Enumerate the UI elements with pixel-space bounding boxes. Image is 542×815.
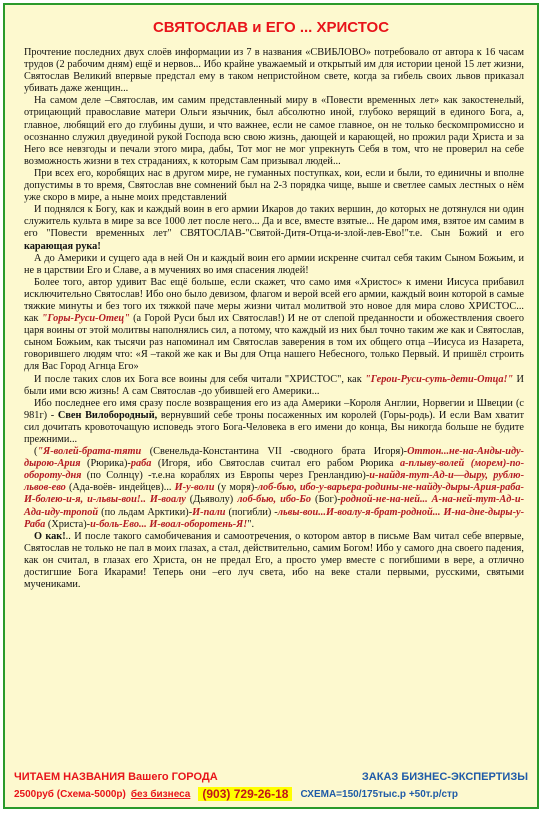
ad-footer xyxy=(14,771,528,801)
paragraph-9 xyxy=(24,446,524,531)
page-title: СВЯТОСЛАВ и ЕГО ... ХРИСТОС xyxy=(152,19,390,36)
paragraph-7 xyxy=(24,374,524,398)
paragraph-8 xyxy=(24,398,524,446)
p9-seg: ( xyxy=(34,446,38,458)
p9-seg: (у моря)- xyxy=(214,482,258,494)
article-body xyxy=(24,47,524,591)
paragraph-10-text: .. И после такого самобичевания и самоотречения, о котором автор в письме Вам читал себе впервые, Святослав не только не пал в моих глазах, а стал, действительно, самим Богом! Ибо у самого дна своего падения, как он считал, в глазах его Христа, он не предал Его, а просто умер вместе с погибшими в вере, а отлично достигшие Бога Икарами! Теперь они –его луч света, ибо на веке стали первыми, русскими, святыми мучениками. xyxy=(24,530,524,591)
p9-red: И-пали xyxy=(192,506,226,518)
paragraph-4 xyxy=(24,204,524,252)
paragraph-5: А до Америки и сущего ада в ней Он и каждый воин его армии искренне считал себя таким Сыном Божьим, и не в царствии Его и Славе, а в мучениях во имя спасения людей! xyxy=(24,252,524,276)
paragraph-7-text-2: И были ими всю жизнь! А сам Святослав -до убившей его Америки... xyxy=(24,373,524,397)
footer-price: 2500руб (Схема-5000р) xyxy=(14,788,126,800)
p9-red: родной-не-на-ней... А-на-ней-тут-Ад-и-Ада-иду-тропой xyxy=(24,494,524,518)
p9-red: И-у-воли xyxy=(174,482,215,494)
footer-row-1 xyxy=(14,771,528,783)
p9-red: лоб-бью, ибо-Бо xyxy=(237,494,312,506)
p9-red: раба xyxy=(130,458,152,470)
p9-seg: (Свенельда-Константина VII -сводного брата Игоря)- xyxy=(141,446,408,458)
footer-no-business-link[interactable]: без бизнеса xyxy=(130,788,191,800)
paragraph-8-text: Ибо последнее его имя сразу после возвращения его из ада Америки –Короля Англии, Норвегии и Швеции (с 981г) - xyxy=(24,397,524,421)
paragraph-6-highlight: "Горы-Руси-Отец" xyxy=(41,313,130,325)
p9-seg: (Дьяволу) xyxy=(185,494,238,506)
paragraph-6 xyxy=(24,277,524,374)
footer-row-2 xyxy=(14,787,528,801)
p9-red: "Я-волей-брата-тяти xyxy=(37,446,142,458)
paragraph-10 xyxy=(24,531,524,591)
paragraph-1: Прочтение последних двух слоёв информации из 7 в названия «СВИБЛОВО» потребовало от автора к 16 часам трудов (2 рабочим дням) ещё и нервов... Ибо крайне уважаемый и открытый им для истории ценой 15 лет жизни, Святослав Великий впервые предстал ему в таком непристойном свете, когда за гибель своих львов приказал убивать даже женщин... xyxy=(24,47,524,95)
paragraph-6-text-2: (а Горой Руси был их Святослав!) И не от слепой преданности и обожествления своего царя воины от этой молитвы наполнялись сил, а потому, что каждый из них был точно таким же как и Святослав, сыном Божьим, как тысячи раз напоминал им Святослав заверения в том их общего отца –Иисуса из Назарета, говорившего людям что: «Я –такой же как и Вы для Отца нашего Небесного, только Первый. И пришёл строить для Вас Город Агнца Его» xyxy=(24,313,524,373)
p9-seg: (погибли) - xyxy=(225,506,278,518)
paragraph-6-text: Более того, автор удивит Вас ещё больше, если скажет, что само имя «Христос» к имени Иисуса прибавил исключительно Святослав! Ибо оно было девизом, флагом и верой всей его армии, каждый воин которой в самые тяжкие минуты и без того их тяжкой паче меры жизни читал молитвой это новое для мира слово ХРИСТОС... как xyxy=(24,276,524,325)
p9-seg: (Рюрика)- xyxy=(80,458,131,470)
paragraph-4-text: И поднялся к Богу, как и каждый воин в его армии Икаров до таких вершин, до которых не дотянулся ни один служитель культа в мире за все 1000 лет после него... Да и все, вместе взятые... Не даром имя, взятое им самим в его "Повести временных лет" СВЯТОСЛАВ-"Святой-Дитя-Отца-и-злой-лев-Ево!"т.е. Сын Божий и его xyxy=(24,204,524,240)
footer-scheme-price: СХЕМА=150/175тыс.р +50т.р/стр xyxy=(300,788,459,800)
p9-red: Оттон...не-на-Анды-иду-дырою-Ария xyxy=(24,446,524,470)
document-page xyxy=(3,3,539,809)
p9-red: и-найдя-тут-Ад-и—дыру, рублю-львов-ево xyxy=(24,470,524,494)
p9-red: лоб-бью, ибо-у-варьера-родины-не-найду-дыры-Ария-раба-И-болею-и-я, и-львы-вои!.. И-воалу xyxy=(24,482,524,506)
paragraph-8-bold: Свен Вилобородный, xyxy=(57,409,158,421)
p9-red: а-плыву-волей (морем)-по-обороту-дня xyxy=(24,458,524,482)
paragraph-10-bold: О как! xyxy=(34,530,66,542)
p9-seg: (Бог)- xyxy=(311,494,341,506)
paragraph-2: На самом деле –Святослав, им самим представленный миру в «Повести временных лет» как закостенелый, отрицающий православие матери Ольги язычник, был абсолютно иной, глубоко верящий в единого Бога, а, главное, любящий его до глубины души, и что важнее, если не самое главное, он не только бескомпромиссно и осознанно служил двуединой рукой Господа всю свою жизнь, дающей и карающей, но прожил ради Христа и за Него все невзгоды и печали этого мира, дабы, Тот мог не мог упрекнуть Себя в том, что не проверил на себе возможность жизни в тех страданиях, к которым Сам призывал людей... xyxy=(24,95,524,167)
p9-seg: (по Солнцу) -т.е.на кораблях из Европы через Гренландию)- xyxy=(81,470,370,482)
p9-seg: (по льдам Арктики)- xyxy=(98,506,193,518)
footer-city-names: ЧИТАЕМ НАЗВАНИЯ Вашего ГОРОДА xyxy=(14,771,218,783)
p9-red: и-боль-Ево... И-воал-оборотень-Я! xyxy=(90,518,248,530)
p9-seg: (Ада-воёв- индейцев)... xyxy=(65,482,175,494)
paragraph-8-text-2: вернувший себе троны посаженных им королей (Горы-родь). И если Вам хватит сил дочитать кровоточащую исповедь этого Бога-Человека в его имени до конца, Вы никогда больше не будите прежними... xyxy=(24,409,524,445)
footer-order-expertise: ЗАКАЗ БИЗНЕС-ЭКСПЕРТИЗЫ xyxy=(361,771,528,783)
paragraph-4-emphasis: карающая рука! xyxy=(24,240,101,252)
footer-phone[interactable]: (903) 729-26-18 xyxy=(198,787,292,801)
paragraph-3: При всех его, коробящих нас в другом мире, не гуманных поступках, кои, если и были, то единичны и вполне допустимы в то время, Святослав вне сомнений был на 2-3 порядка чище, выше и светлее самых лестных о нём уже скоро в мире, а ныне моих представлений xyxy=(24,167,524,204)
paragraph-7-text: И после таких слов их Бога все воины для себя читали "ХРИСТОС", как xyxy=(34,373,366,385)
p9-seg: (Игоря, ибо Святослав считал его рабом Рюрика xyxy=(151,458,400,470)
p9-seg: ". xyxy=(247,518,255,530)
p9-red: львы-вои...И-воалу-я-брат-родной... И-на-дне-дыры-у-Раба xyxy=(24,506,524,530)
p9-seg: (Христа)- xyxy=(45,518,91,530)
paragraph-7-highlight: "Герои-Руси-суть-дети-Отца!" xyxy=(365,373,514,385)
